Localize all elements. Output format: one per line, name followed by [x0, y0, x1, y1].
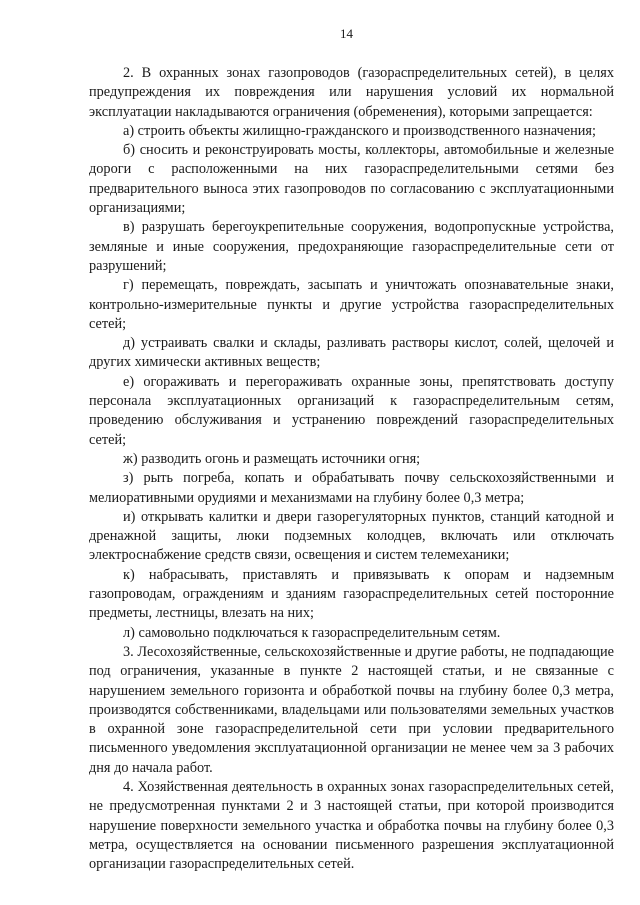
paragraph-item-d: д) устраивать свалки и склады, разливать растворы кислот, солей, щелочей и других химически активных веществ; [89, 335, 614, 371]
paragraph-item-b: б) сносить и реконструировать мосты, коллекторы, автомобильные и железные дороги с расположенными на них газораспределительными сетями без предварительного выноса этих газопроводов по согласованию с эксплуатационными организациями; [89, 142, 614, 217]
paragraph-clause-2: 2. В охранных зонах газопроводов (газораспределительных сетей), в целях предупреждения их повреждения или нарушения условий их нормальной эксплуатации накладываются ограничения (обременения), которыми запрещается: [89, 65, 614, 120]
paragraph-item-a: а) строить объекты жилищно-гражданского и производственного назначения; [123, 122, 596, 139]
paragraph-item-i: и) открывать калитки и двери газорегуляторных пунктов, станций катодной и дренажной защиты, люки подземных колодцев, включать или отключать электроснабжение средств связи, освещения и систем телемеханики; [89, 508, 614, 564]
paragraph-item-l: л) самовольно подключаться к газораспределительным сетям. [123, 624, 501, 641]
paragraph-item-zh: ж) разводить огонь и размещать источники огня; [123, 450, 421, 467]
paragraph-item-v: в) разрушать берегоукрепительные сооружения, водопропускные устройства, земляные и иные сооружения, предохраняющие газораспределительные сети от разрушений; [89, 219, 614, 274]
paragraph-item-e: е) огораживать и перегораживать охранные зоны, препятствовать доступу персонала эксплуатационных организаций к газораспределительным сетям, проведению обслуживания и устранению повреждений газораспределительных сетей; [89, 373, 614, 448]
paragraph-item-z: з) рыть погреба, копать и обрабатывать почву сельскохозяйственными и мелиоративными орудиями и механизмами на глубину более 0,3 метра; [89, 470, 614, 506]
paragraph-clause-4: 4. Хозяйственная деятельность в охранных зонах газораспределительных сетей, не предусмотренная пунктами 2 и 3 настоящей статьи, при которой производится нарушение поверхности земельного участка и обработка почвы на глубину более 0,3 метра, осуществляется на основании письменного разрешения эксплуатационной организации газораспределительных сетей. [89, 778, 614, 873]
paragraph-clause-3: 3. Лесохозяйственные, сельскохозяйственные и другие работы, не подпадающие под ограничения, указанные в пункте 2 настоящей статьи, и не связанные с нарушением земельного горизонта и обработкой почвы на глубину более 0,3 метра, производятся собственниками, владельцами или пользователями земельных участков в охранной зоне газораспределительной сети при условии предварительного письменного уведомления эксплуатационной организации не менее чем за 3 рабочих дня до начала работ. [89, 643, 614, 776]
paragraph-item-g: г) перемещать, повреждать, засыпать и уничтожать опознавательные знаки, контрольно-измерительные пункты и другие устройства газораспределительных сетей; [89, 277, 614, 332]
document-body [89, 64, 614, 874]
paragraph-item-k: к) набрасывать, приставлять и привязывать к опорам и надземным газопроводам, ограждениям и зданиям газораспределительных сетей посторонние предметы, лестницы, влезать на них; [89, 566, 614, 622]
page-number: 14 [340, 26, 353, 41]
